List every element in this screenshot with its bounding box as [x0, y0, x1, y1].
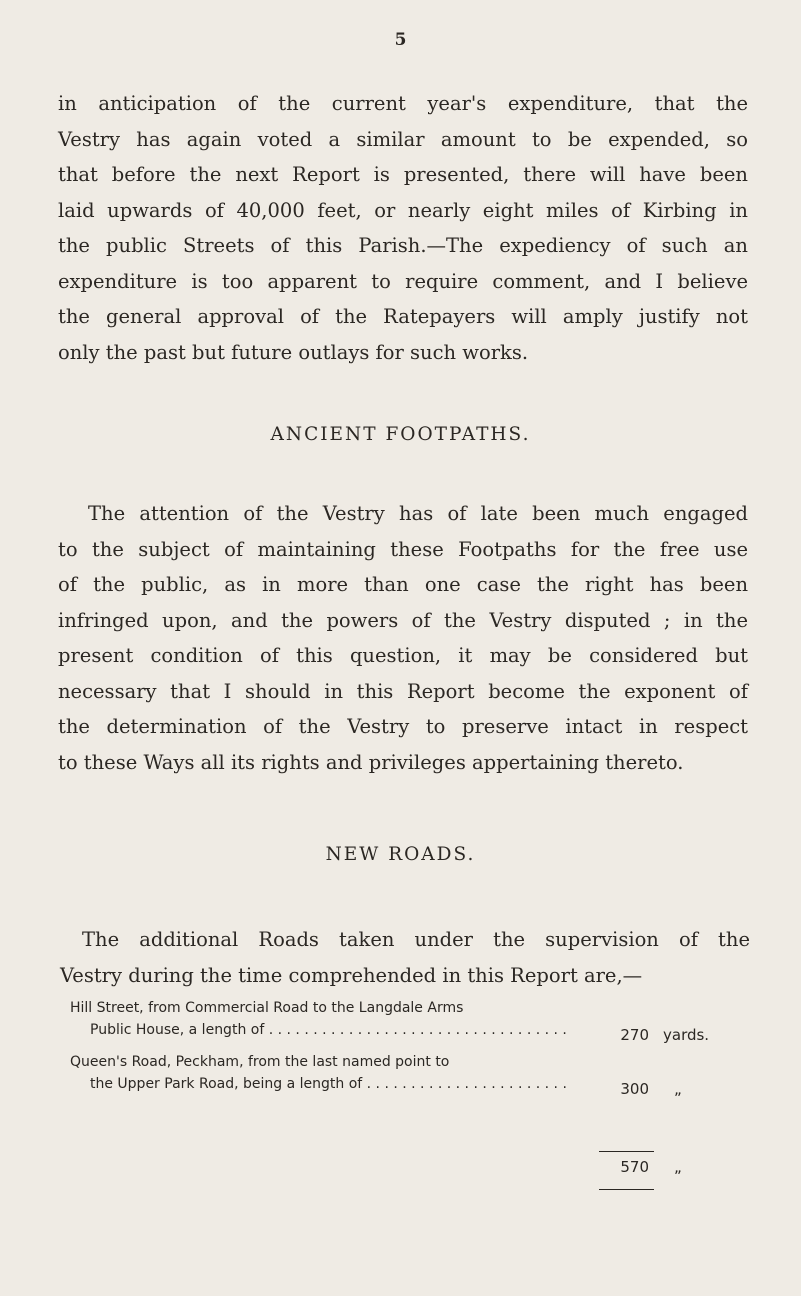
text-line: to the subject of maintaining these Footpaths for the free use — [58, 537, 748, 561]
text-line: present condition of this question, it may be considered but — [58, 644, 748, 667]
road-description-continued: Public House, a length of . . . — [90, 1022, 570, 1038]
text-line: only the past but future outlays for such works. — [58, 340, 529, 364]
text-line: the public Streets of this Parish.—The expediency of such an — [58, 234, 748, 257]
text-line: laid upwards of 40,000 feet, or nearly eight miles of Kirbing in — [58, 198, 748, 222]
text-line: expenditure is too apparent to require comment, and I believe — [58, 269, 748, 293]
section-heading-new-roads: NEW ROADS. — [325, 844, 476, 865]
sum-rule-top — [599, 1151, 654, 1152]
text-line: infringed upon, and the powers of the Vestry disputed ; in the — [58, 608, 748, 632]
leader-dots — [362, 1076, 570, 1092]
road-length-unit: „ — [674, 1080, 682, 1098]
text-line: that before the next Report is presented, there will have been — [58, 163, 748, 186]
section-heading-ancient-footpaths: ANCIENT FOOTPATHS. — [270, 424, 531, 445]
text-line: Vestry during the time comprehended in this Report are,— — [60, 963, 643, 987]
text-line: the general approval of the Ratepayers will amply justify not — [58, 305, 748, 328]
footpaths-paragraph — [58, 496, 748, 780]
road-description: Hill Street, from Commercial Road to the Langdale Arms — [70, 1000, 464, 1016]
text-line: necessary that I should in this Report become the exponent of — [58, 679, 748, 703]
text-line: to these Ways all its rights and privileges appertaining thereto. — [58, 750, 684, 774]
road-length: 300 — [620, 1080, 649, 1098]
road-description: Queen's Road, Peckham, from the last named point to — [70, 1054, 450, 1070]
new-roads-list — [70, 1000, 730, 1176]
road-entry — [70, 1054, 730, 1104]
text-line: the determination of the Vestry to preserve intact in respect — [58, 715, 748, 738]
leader-dots — [264, 1022, 570, 1038]
text-line: of the public, as in more than one case the right has been — [58, 573, 748, 596]
total-length: 570 — [620, 1158, 649, 1176]
sum-rule-bottom — [599, 1189, 654, 1190]
road-description-continued: the Upper Park Road, being a length of . . . — [90, 1076, 570, 1092]
text-line: in anticipation of the current year's expenditure, that the — [58, 92, 748, 115]
new-roads-paragraph — [60, 922, 750, 993]
road-entry — [70, 1000, 730, 1050]
road-length: 270 — [620, 1026, 649, 1044]
text-line: The additional Roads taken under the supervision of the — [82, 928, 750, 951]
total-length-unit: „ — [674, 1158, 682, 1176]
intro-paragraph — [58, 86, 748, 370]
text-line: The attention of the Vestry has of late been much engaged — [88, 502, 748, 525]
page-number: 5 — [394, 30, 407, 50]
text-line: Vestry has again voted a similar amount to be expended, so — [58, 127, 748, 151]
road-length-unit: yards. — [663, 1026, 710, 1044]
